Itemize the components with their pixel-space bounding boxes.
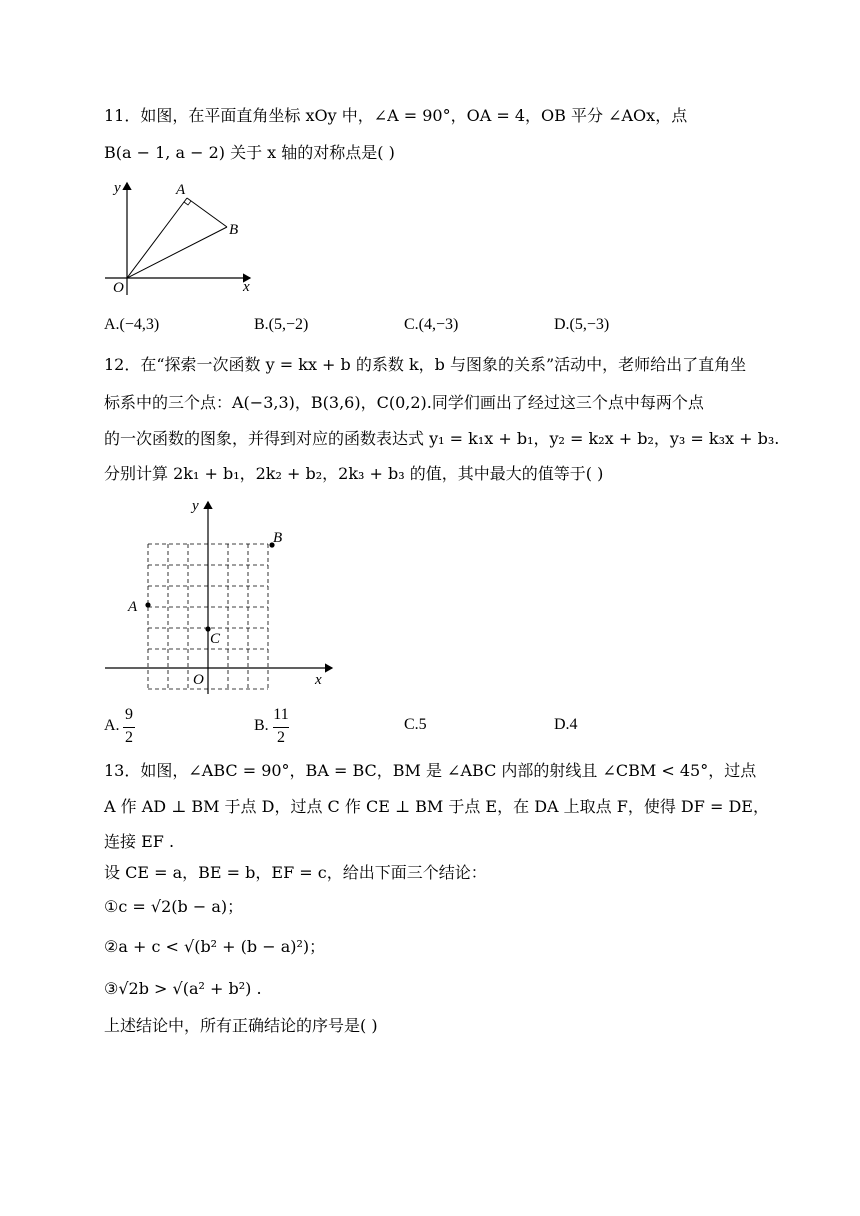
q12-label-c: C: [210, 631, 221, 647]
q12-option-b-numerator: 11: [273, 706, 289, 723]
q13-conclusion-2: ②a + c < √(b² + (b − a)²)；: [104, 937, 326, 956]
q11-figure: [100, 175, 265, 300]
q11-option-d: D.(5,−3): [554, 316, 610, 333]
q12-option-b: [254, 706, 314, 750]
q11-option-a: A.(−4,3): [104, 316, 160, 333]
q11-label-a: A: [176, 182, 186, 198]
q13-line-2: A 作 AD ⊥ BM 于点 D，过点 C 作 CE ⊥ BM 于点 E，在 DA 上取点 F，使得 DF = DE，: [104, 797, 769, 816]
q11-segment-oa: [127, 198, 187, 278]
q12-line-4: 分别计算 2k₁ + b₁，2k₂ + b₂，2k₃ + b₃ 的值，其中最大的值等于( ): [104, 464, 604, 483]
q13-conclusion-1: ①c = √2(b − a)；: [104, 897, 244, 916]
q12-point-a: [145, 602, 150, 607]
q12-line-3: 的一次函数的图象，并得到对应的函数表达式 y₁ = k₁x + b₁，y₂ = k₂x + b₂，y₃ = k₃x + b₃.: [104, 429, 780, 448]
q13-conclusion-3: ③√2b > √(a² + b²) .: [104, 979, 262, 998]
q11-segment-ab: [187, 198, 227, 227]
q12-option-b-prefix: B.: [254, 717, 269, 734]
q13-line-3: 连接 EF .: [104, 832, 175, 851]
q12-figure: [100, 494, 345, 699]
q12-label-a: A: [128, 599, 138, 615]
q11-label-o: O: [113, 280, 124, 296]
q12-label-y: y: [192, 498, 199, 514]
q12-option-a-prefix: A.: [104, 717, 120, 734]
q12-option-b-fraction-bar: [273, 727, 289, 728]
q13-line-1: 13．如图，∠ABC = 90°，BA = BC，BM 是 ∠ABC 内部的射线且 ∠CBM < 45°，过点: [104, 761, 757, 780]
q12-label-x: x: [315, 672, 322, 688]
q12-label-b: B: [273, 530, 283, 546]
q13-line-4: 设 CE = a，BE = b，EF = c，给出下面三个结论：: [104, 863, 487, 882]
q12-line-1: 12．在“探索一次函数 y = kx + b 的系数 k，b 与图象的关系”活动中，老师给出了直角坐: [104, 355, 747, 374]
q12-line-2: 标系中的三个点：A(−3,3)，B(3,6)，C(0,2).同学们画出了经过这三个点中每两个点: [104, 393, 704, 412]
q12-option-a-numerator: 9: [125, 706, 133, 723]
q11-label-b: B: [229, 222, 239, 238]
q11-segment-ob: [127, 227, 227, 278]
q11-line-2: B(a − 1, a − 2) 关于 x 轴的对称点是( ): [104, 143, 395, 162]
q11-line-1: 11．如图，在平面直角坐标 xOy 中，∠A = 90°，OA = 4，OB 平分 ∠AOx，点: [104, 106, 688, 125]
q11-label-x: x: [243, 279, 250, 295]
q12-option-c: C.5: [404, 716, 427, 733]
q12-option-a-fraction-bar: [123, 727, 135, 728]
q12-label-o: O: [193, 672, 204, 688]
q12-option-b-denominator: 2: [277, 729, 285, 746]
q11-label-y: y: [114, 180, 121, 196]
q11-right-angle-mark: [184, 201, 191, 205]
q11-option-b: B.(5,−2): [254, 316, 309, 333]
q12-option-a-denominator: 2: [125, 729, 133, 746]
q13-line-5: 上述结论中，所有正确结论的序号是( ): [104, 1016, 378, 1035]
q12-option-a: [104, 706, 164, 750]
q12-option-d: D.4: [554, 716, 578, 733]
q11-option-c: C.(4,−3): [404, 316, 459, 333]
